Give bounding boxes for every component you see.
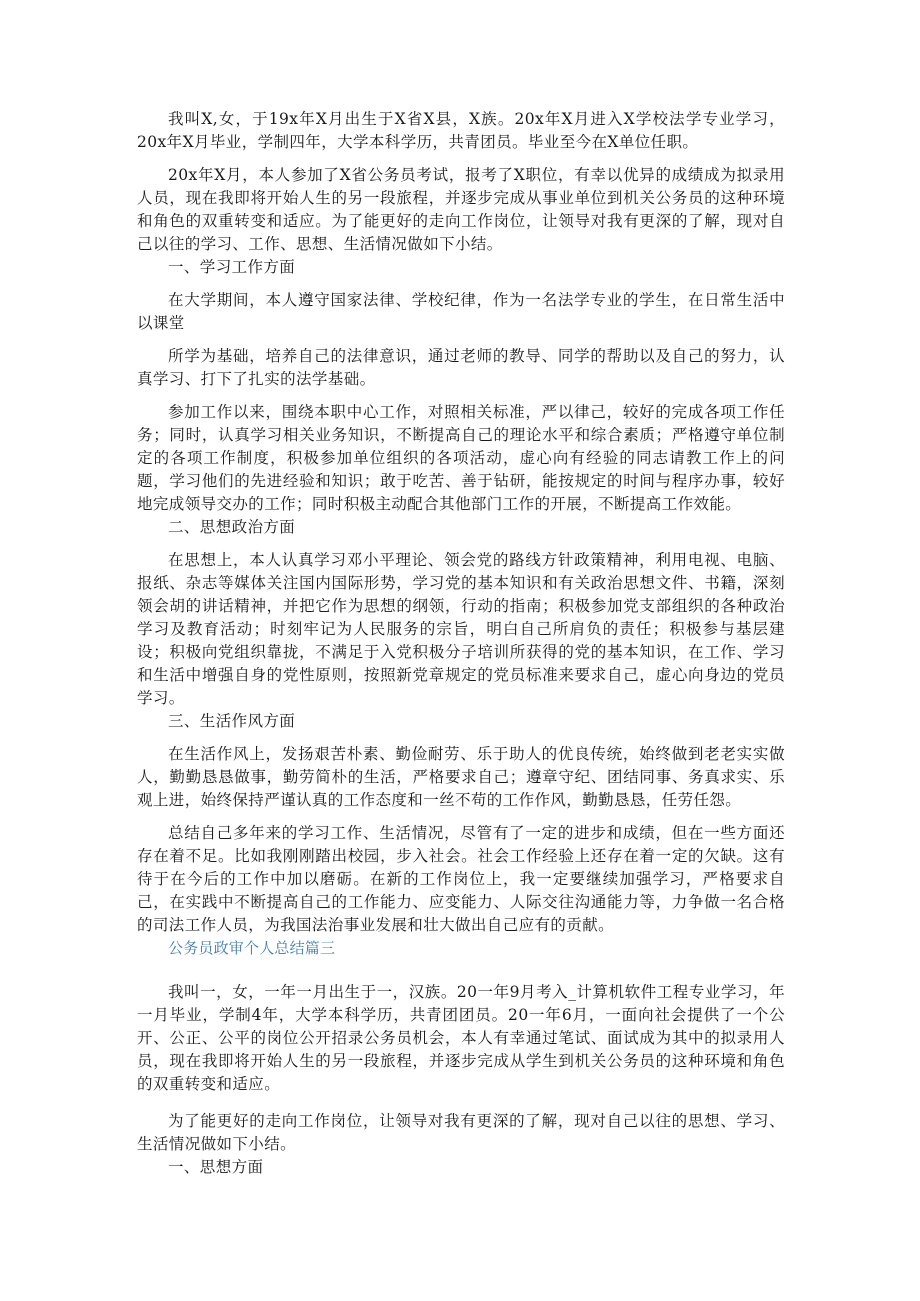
paragraph-university: 在大学期间，本人遵守国家法律、学校纪律，作为一名法学专业的学生，在日常生活中以课堂 [137,291,785,332]
paragraph-summary: 总结自己多年来的学习工作、生活情况，尽管有了一定的进步和成绩，但在一些方面还存在着不足。比如我刚刚踏出校园，步入社会。社会工作经验上还存在着一定的欠缺。这有待于在今后的工作中加以磨砺。在新的工作岗位上，我一定要继续加强学习，严格要求自己，在实践中不断提高自己的工作能力、应变能力、人际交往沟通能力等，力争做一名合格的司法工作人员，为我国法治事业发展和壮大做出自己应有的贡献。 [137,824,785,934]
paragraph-foundation: 所学为基础，培养自己的法律意识，通过老师的教导、同学的帮助以及自己的努力，认真学习、打下了扎实的法学基础。 [137,347,785,388]
paragraph-politics: 在思想上，本人认真学习邓小平理论、领会党的路线方针政策精神，利用电视、电脑、报纸、杂志等媒体关注国内国际形势，学习党的基本知识和有关政治思想文件、书籍，深刻领会胡的讲话精神，并把它作为思想的纲领，行动的指南；积极参加党支部组织的各种政治学习及教育活动；时刻牢记为人民服务的宗旨，明白自己所肩负的责任；积极参与基层建设；积极向党组织靠拢，不满足于入党积极分子培训所获得的党的基本知识，在工作、学习和生活中增强自身的党性原则，按照新党章规定的党员标准来要求自己，虚心向身边的党员学习。 [137,551,785,707]
document-page [137,108,785,1179]
paragraph-lifestyle: 在生活作风上，发扬艰苦朴素、勤俭耐劳、乐于助人的优良传统，始终做到老老实实做人，勤勤恳恳做事，勤劳简朴的生活，严格要求自己；遵章守纪、团结同事、务真求实、乐观上进，始终保持严谨认真的工作态度和一丝不苟的工作作风，勤勤恳恳，任劳任怨。 [137,745,785,809]
heading-study-work: 一、学习工作方面 [168,258,296,276]
heading-thought: 一、思想方面 [168,1158,264,1176]
paragraph-intro-2: 我叫一，女，一年一月出生于一，汉族。20一年9月考入_计算机软件工程专业学习，年一月毕业，学制4年，大学本科学历，共青团团员。20一年6月，一面向社会提供了一个公开、公正、公平的岗位公开招录公务员机会，本人有幸通过笔试、面试成为其中的拟录用人员，现在我即将开始人生的另一段旅程，并逐步完成从学生到机关公务员的这种环境和角色的双重转变和适应。 [137,983,785,1093]
section-title: 公务员政审个人总结篇三 [168,939,336,957]
paragraph-exam: 20x年X月，本人参加了X省公务员考试，报考了X职位，有幸以优异的成绩成为拟录用人员，现在我即将开始人生的另一段旅程，并逐步完成从事业单位到机关公务员的这种环境和角色的双重转变和适应。为了能更好的走向工作岗位，让领导对我有更深的了解，现对自己以往的学习、工作、思想、生活情况做如下小结。 [137,166,785,253]
paragraph-work: 参加工作以来，围绕本职中心工作，对照相关标准，严以律己，较好的完成各项工作任务；同时，认真学习相关业务知识，不断提高自己的理论水平和综合素质；严格遵守单位制定的各项工作制度，积极参加单位组织的各项活动，虚心向有经验的同志请教工作上的问题，学习他们的先进经验和知识；敢于吃苦、善于钻研，能按规定的时间与程序办事，较好地完成领导交办的工作；同时积极主动配合其他部门工作的开展，不断提高工作效能。 [137,403,785,513]
heading-politics: 二、思想政治方面 [168,518,296,536]
paragraph-purpose: 为了能更好的走向工作岗位，让领导对我有更深的了解，现对自己以往的思想、学习、生活情况做如下小结。 [137,1112,785,1153]
heading-lifestyle: 三、生活作风方面 [168,712,296,730]
paragraph-intro: 我叫X,女，于19x年X月出生于X省X县，X族。20x年X月进入X学校法学专业学习，20x年X月毕业，学制四年，大学本科学历，共青团员。毕业至今在X单位任职。 [137,110,785,151]
